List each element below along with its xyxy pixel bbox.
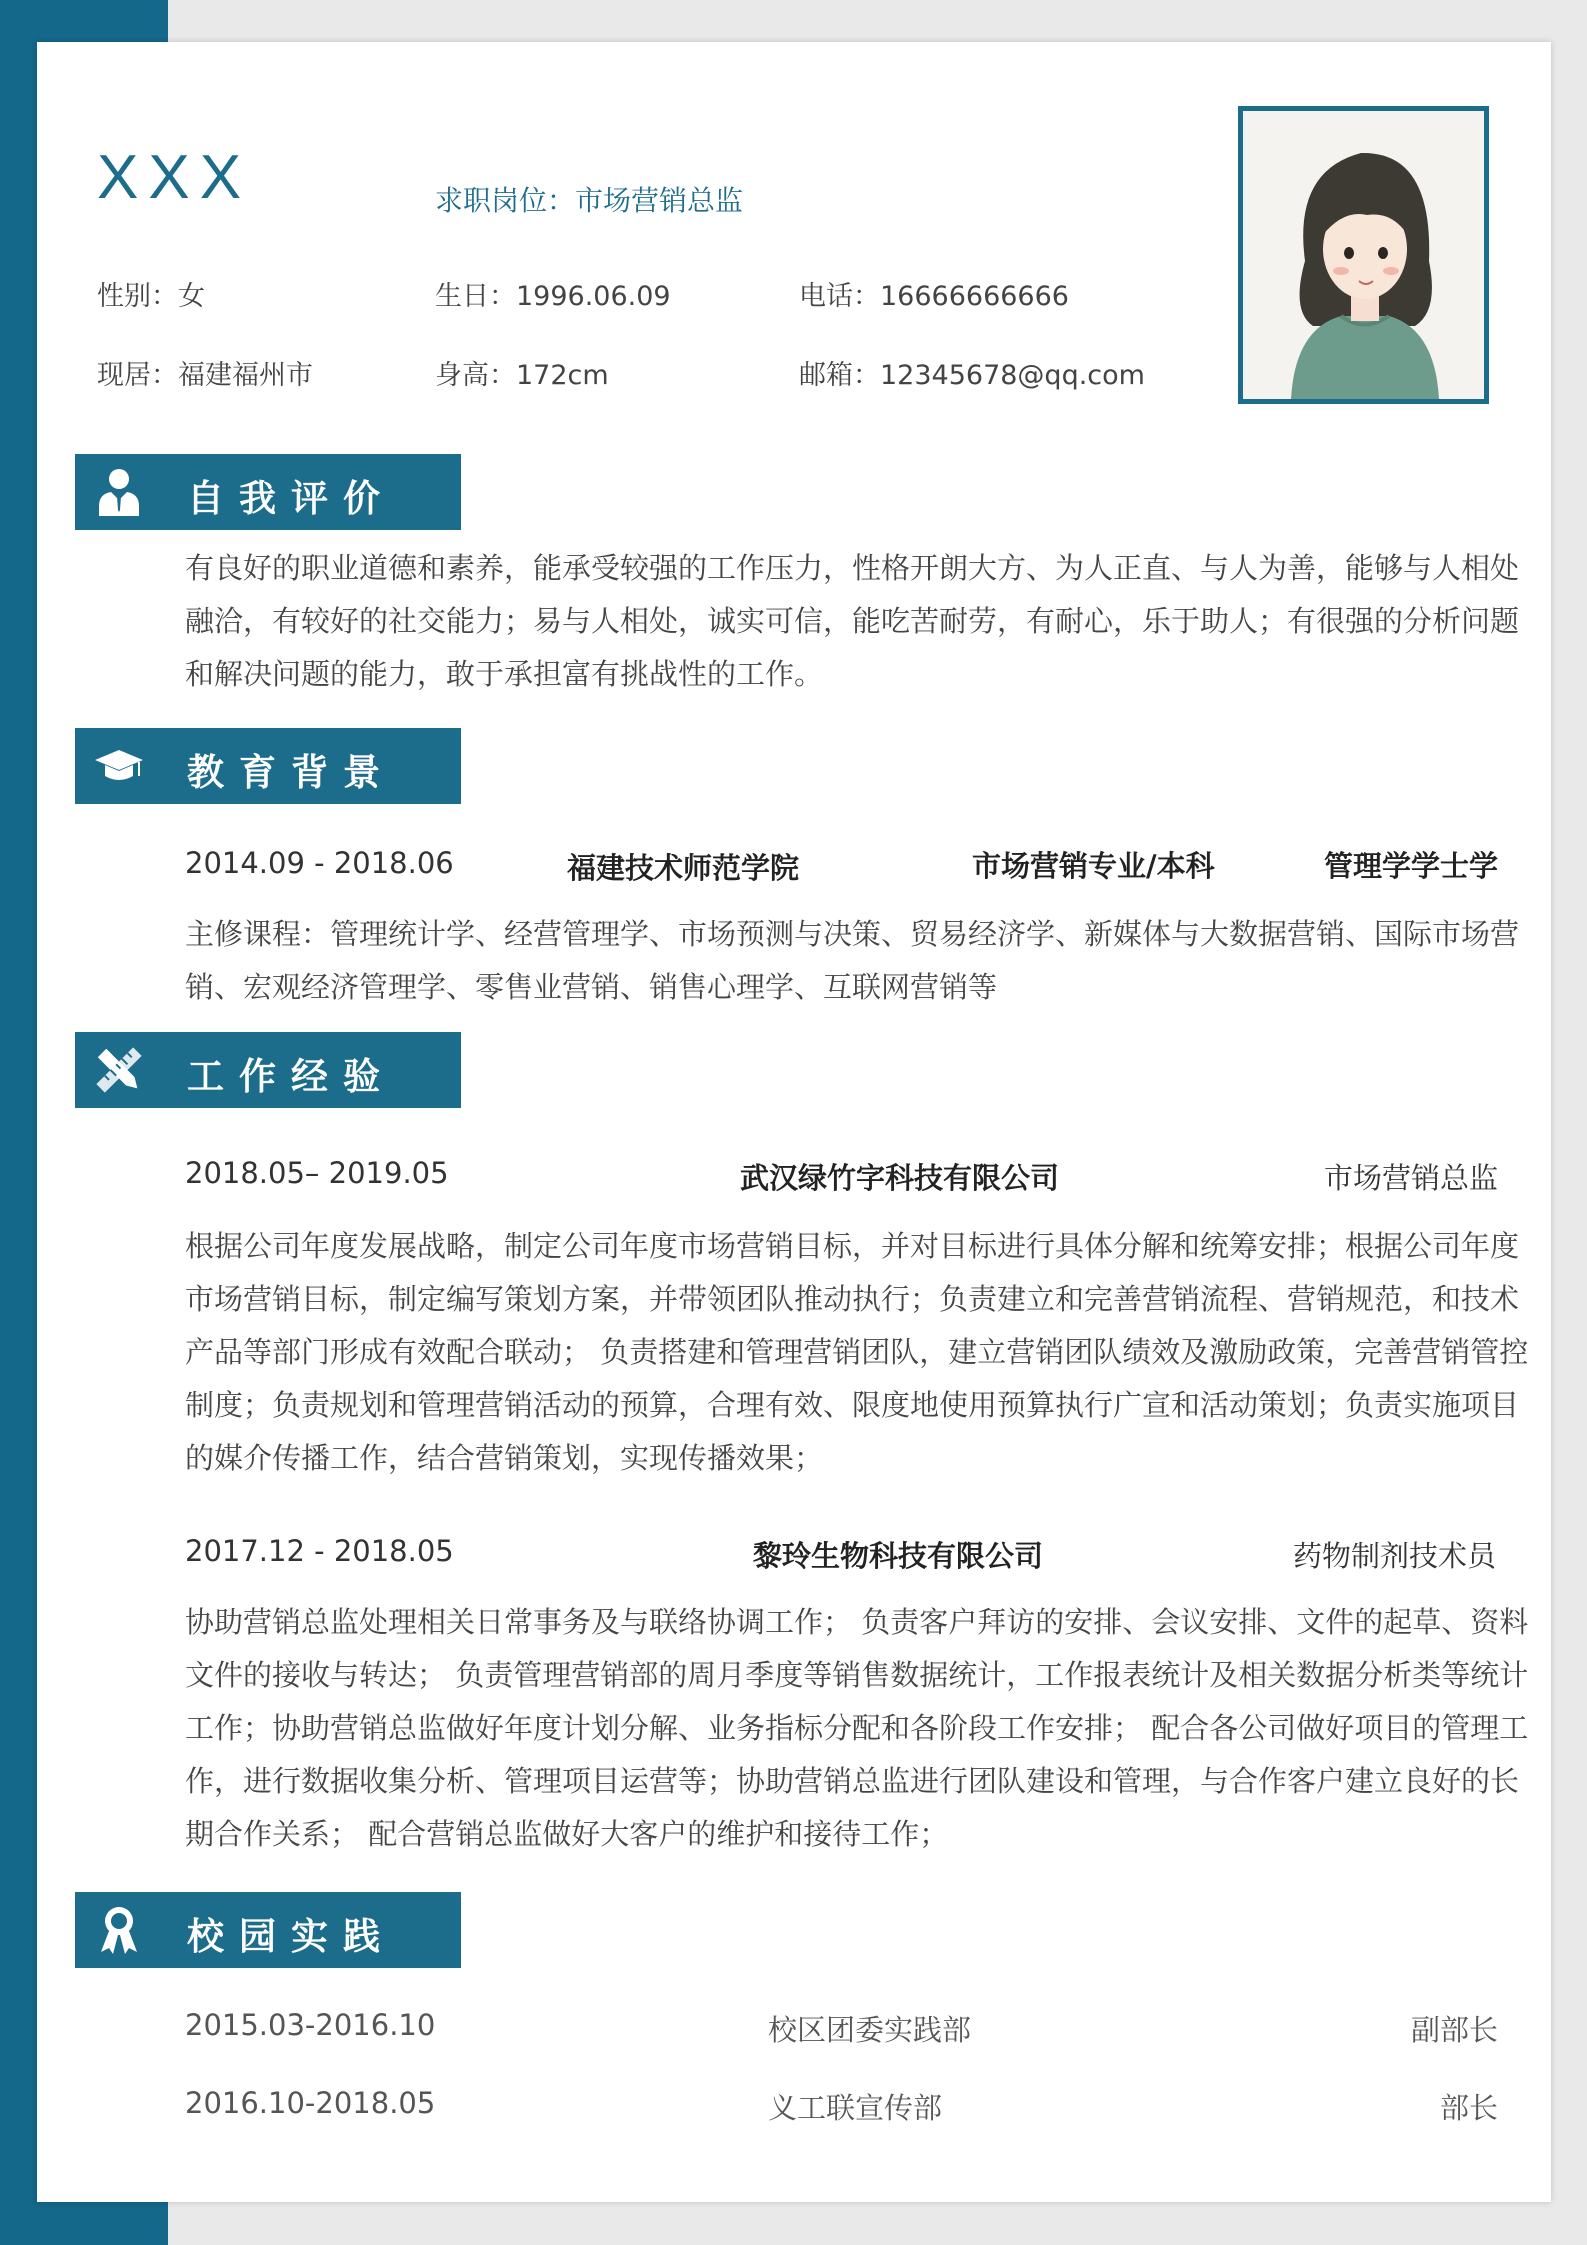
work-description: 根据公司年度发展战略，制定公司年度市场营销目标，并对目标进行具体分解和统筹安排；根据公司年度市场营销目标，制定编写策划方案，并带领团队推动执行；负责建立和完善营销流程、营销规范，和技术产品等部门形成有效配合联动； 负责搭建和管理营销团队，建立营销团队绩效及激励政策，完善营销管控制度；负责规划和管理营销活动的预算，合理有效、限度地使用预算执行广宣和活动策划；负责实施项目的媒介传播工作，结合营销策划，实现传播效果； [185, 1229, 1529, 1475]
section-title: 校园实践 [187, 1915, 395, 1958]
section-title: 自我评价 [187, 477, 395, 520]
info-location: 现居：福建福州市 [97, 360, 313, 391]
info-email: 邮箱：12345678@qq.com [799, 360, 1145, 391]
campus-org: 校区团委实践部 [768, 2013, 972, 2047]
work-position: 市场营销总监 [1324, 1161, 1499, 1195]
resume-page [37, 42, 1551, 2202]
profile-photo [1238, 106, 1489, 404]
graduation-cap-icon [93, 740, 145, 792]
self-evaluation-text: 有良好的职业道德和素养，能承受较强的工作压力，性格开朗大方、为人正直、与人为善，能够与人相处融洽，有较好的社交能力；易与人相处，诚实可信，能吃苦耐劳，有耐心，乐于助人；有很强的分析问题和解决问题的能力，敢于承担富有挑战性的工作。 [185, 551, 1520, 691]
work-period: 2017.12 - 2018.05 [185, 1534, 454, 1568]
campus-org: 义工联宣传部 [768, 2091, 943, 2125]
info-birth: 生日：1996.06.09 [435, 281, 671, 312]
section-header-work [75, 1032, 461, 1108]
campus-period: 2016.10-2018.05 [185, 2086, 436, 2120]
section-header-self-evaluation [75, 454, 461, 530]
award-ribbon-icon [93, 1904, 145, 1956]
campus-role: 副部长 [1411, 2013, 1499, 2047]
section-header-campus [75, 1892, 461, 1968]
work-description: 协助营销总监处理相关日常事务及与联络协调工作； 负责客户拜访的安排、会议安排、文件的起草、资料文件的接收与转达； 负责管理营销部的周月季度等销售数据统计，工作报表统计及相关数据分析类等统计工作；协助营销总监做好年度计划分解、业务指标分配和各阶段工作安排； 配合各公司做好项目的管理工作，进行数据收集分析、管理项目运营等；协助营销总监进行团队建设和管理，与合作客户建立良好的长期合作关系； 配合营销总监做好大客户的维护和接待工作； [185, 1605, 1529, 1851]
candidate-name: XXX [97, 143, 252, 212]
work-period: 2018.05– 2019.05 [185, 1156, 449, 1190]
info-gender: 性别：女 [97, 281, 205, 312]
job-target: 求职岗位：市场营销总监 [435, 184, 744, 217]
section-header-education [75, 728, 461, 804]
edu-school: 福建技术师范学院 [567, 851, 800, 885]
info-height: 身高：172cm [435, 360, 609, 391]
edu-period: 2014.09 - 2018.06 [185, 846, 454, 880]
section-title: 工作经验 [187, 1055, 395, 1098]
edu-major: 市场营销专业/本科 [972, 849, 1215, 883]
campus-period: 2015.03-2016.10 [185, 2008, 436, 2042]
section-title: 教育背景 [187, 751, 395, 794]
info-phone: 电话：16666666666 [799, 281, 1069, 312]
pencil-ruler-icon [93, 1044, 145, 1096]
work-position: 药物制剂技术员 [1293, 1539, 1497, 1573]
person-icon [93, 466, 145, 518]
campus-role: 部长 [1440, 2091, 1499, 2125]
edu-courses: 主修课程：管理统计学、经营管理学、市场预测与决策、贸易经济学、新媒体与大数据营销、国际市场营销、宏观经济管理学、零售业营销、销售心理学、互联网营销等 [185, 917, 1520, 1004]
edu-degree: 管理学学士学 [1324, 849, 1499, 883]
work-company: 武汉绿竹字科技有限公司 [740, 1161, 1060, 1195]
work-company: 黎玲生物科技有限公司 [753, 1539, 1044, 1573]
